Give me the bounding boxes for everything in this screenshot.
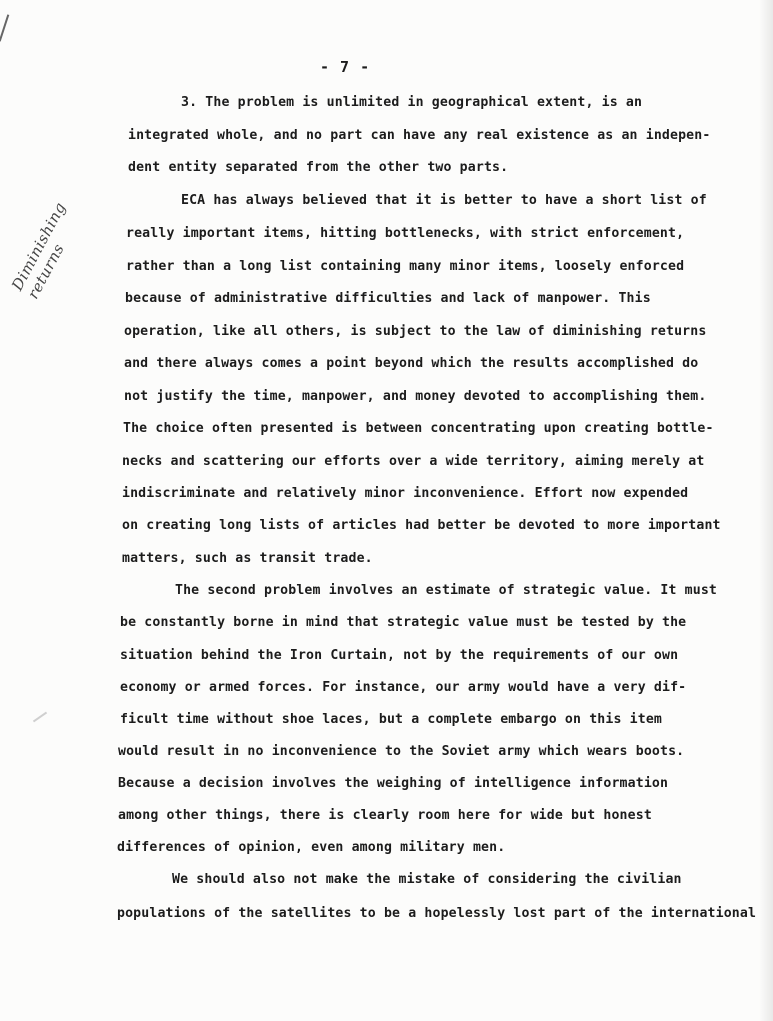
text-line: indiscriminate and relatively minor inconvenience. Effort now expended: [122, 486, 689, 501]
text-line: 3. The problem is unlimited in geographical extent, is an: [181, 95, 643, 110]
text-line: among other things, there is clearly room here for wide but honest: [118, 808, 652, 823]
text-line: ficult time without shoe laces, but a complete embargo on this item: [120, 712, 662, 727]
text-line: because of administrative difficulties and lack of manpower. This: [125, 291, 651, 306]
text-line: The second problem involves an estimate of strategic value. It must: [175, 583, 717, 598]
pencil-mark: [0, 14, 9, 41]
text-line: and there always comes a point beyond which the results accomplished do: [124, 356, 699, 371]
text-line: ECA has always believed that it is better to have a short list of: [181, 193, 707, 208]
text-line: necks and scattering our efforts over a wide territory, aiming merely at: [122, 454, 705, 469]
text-line: operation, like all others, is subject to the law of diminishing returns: [124, 324, 707, 339]
text-line: would result in no inconvenience to the Soviet army which wears boots.: [118, 744, 685, 759]
text-line: on creating long lists of articles had better be devoted to more important: [122, 518, 721, 533]
text-line: The choice often presented is between concentrating upon creating bottle-: [123, 421, 714, 436]
text-line: populations of the satellites to be a hopelessly lost part of the international: [117, 906, 757, 921]
text-line: Because a decision involves the weighing of intelligence information: [118, 776, 669, 791]
text-line: dent entity separated from the other two parts.: [128, 160, 509, 175]
text-line: situation behind the Iron Curtain, not by the requirements of our own: [120, 648, 679, 663]
text-line: matters, such as transit trade.: [122, 551, 373, 566]
scan-mark: [33, 712, 47, 723]
page-number: - 7 -: [320, 58, 371, 76]
handwritten-margin-note: Diminishing returns: [8, 199, 70, 302]
text-line: really important items, hitting bottlenecks, with strict enforcement,: [126, 226, 685, 241]
text-line: differences of opinion, even among military men.: [117, 840, 506, 855]
text-line: integrated whole, and no part can have any real existence as an indepen-: [128, 128, 711, 143]
text-line: not justify the time, manpower, and money devoted to accomplishing them.: [124, 389, 707, 404]
text-line: rather than a long list containing many minor items, loosely enforced: [126, 259, 685, 274]
text-line: We should also not make the mistake of considering the civilian: [172, 872, 682, 887]
text-line: be constantly borne in mind that strategic value must be tested by the: [120, 615, 687, 630]
text-line: economy or armed forces. For instance, our army would have a very dif-: [120, 680, 687, 695]
